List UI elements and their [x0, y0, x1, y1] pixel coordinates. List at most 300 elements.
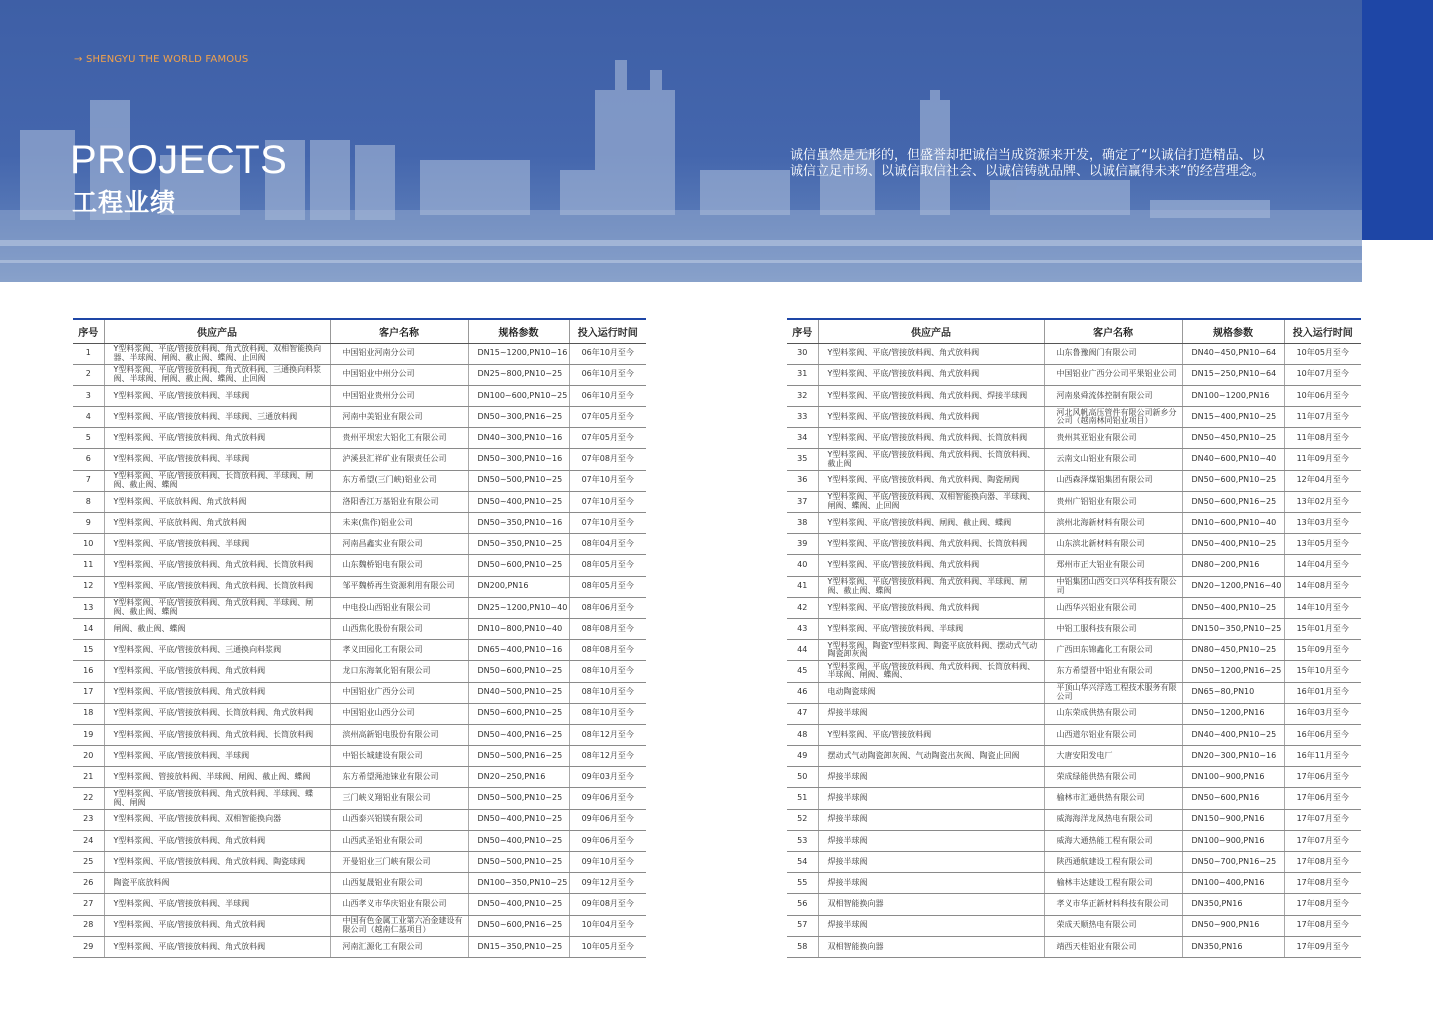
- table-row: [73, 470, 646, 491]
- table-row: [73, 364, 646, 385]
- customer-cell: 河南泉舜流体控制有限公司: [1044, 385, 1182, 406]
- customer-cell: 滨州北海新材料有限公司: [1044, 513, 1182, 534]
- row-index: 13: [73, 597, 104, 618]
- table-row: [73, 703, 646, 724]
- row-index: 8: [73, 491, 104, 512]
- product-cell: Y型料浆阀、管接放料阀、半球阀、闸阀、截止阀、蝶阀: [104, 767, 330, 788]
- time-cell: 17年08月至今: [1284, 894, 1361, 915]
- table-row: [787, 343, 1361, 364]
- spec-cell: DN50~400,PN10~25: [1182, 534, 1284, 555]
- time-cell: 14年10月至今: [1284, 597, 1361, 618]
- page-title-cn: 工程业绩: [72, 188, 177, 217]
- table-row: [787, 470, 1361, 491]
- customer-cell: 山西复晟铝业有限公司: [330, 873, 468, 894]
- row-index: 1: [73, 343, 104, 364]
- customer-cell: 孝义田园化工有限公司: [330, 640, 468, 661]
- row-index: 32: [787, 385, 818, 406]
- table-row: [73, 894, 646, 915]
- time-cell: 08年10月至今: [569, 682, 646, 703]
- spec-cell: DN50~500,PN16~25: [468, 746, 569, 767]
- table-row: [73, 788, 646, 809]
- customer-cell: 开曼铝业三门峡有限公司: [330, 852, 468, 873]
- time-cell: 06年10月至今: [569, 343, 646, 364]
- time-cell: 08年08月至今: [569, 640, 646, 661]
- product-cell: Y型料浆阀、平底放料阀、角式放料阀: [104, 491, 330, 512]
- row-index: 46: [787, 682, 818, 703]
- product-cell: Y型料浆阀、平底/管接放料阀、角式放料阀、长筒放料阀: [104, 555, 330, 576]
- row-index: 17: [73, 682, 104, 703]
- spec-cell: DN150~900,PN16: [1182, 809, 1284, 830]
- time-cell: 17年06月至今: [1284, 788, 1361, 809]
- product-cell: Y型料浆阀、平底/管接放料阀、角式放料阀、陶瓷球阀: [104, 852, 330, 873]
- spec-cell: DN50~350,PN10~16: [468, 513, 569, 534]
- spec-cell: DN50~350,PN10~25: [468, 534, 569, 555]
- projects-table-left: [73, 318, 646, 958]
- customer-cell: 贵州其亚铝业有限公司: [1044, 428, 1182, 449]
- time-cell: 10年05月至今: [1284, 343, 1361, 364]
- product-cell: Y型料浆阀、平底/管接放料阀、角式放料阀、半球阀、闸阀、截止阀、蝶阀: [818, 576, 1044, 597]
- time-cell: 06年10月至今: [569, 364, 646, 385]
- product-cell: 焊接半球阀: [818, 915, 1044, 936]
- time-cell: 13年05月至今: [1284, 534, 1361, 555]
- row-index: 41: [787, 576, 818, 597]
- spec-cell: DN40~300,PN10~16: [468, 428, 569, 449]
- table-row: [73, 915, 646, 936]
- table-row: [787, 788, 1361, 809]
- table-row: [787, 915, 1361, 936]
- product-cell: Y型料浆阀、平底/管接放料阀、角式放料阀: [818, 555, 1044, 576]
- time-cell: 11年07月至今: [1284, 407, 1361, 428]
- spec-cell: DN50~600,PN16: [1182, 788, 1284, 809]
- row-index: 25: [73, 852, 104, 873]
- table-row: [787, 873, 1361, 894]
- row-index: 20: [73, 746, 104, 767]
- time-cell: 07年05月至今: [569, 428, 646, 449]
- spec-cell: DN50~400,PN10~25: [1182, 597, 1284, 618]
- row-index: 31: [787, 364, 818, 385]
- table-row: [73, 555, 646, 576]
- customer-cell: 中电投山西铝业有限公司: [330, 597, 468, 618]
- table-row: [787, 936, 1361, 957]
- spec-cell: DN50~1200,PN16~25: [1182, 661, 1284, 682]
- time-cell: 15年10月至今: [1284, 661, 1361, 682]
- product-cell: Y型料浆阀、平底/管接放料阀、角式放料阀、陶瓷闸阀: [818, 470, 1044, 491]
- product-cell: 焊接半球阀: [818, 809, 1044, 830]
- product-cell: 焊接半球阀: [818, 852, 1044, 873]
- table-row: [787, 449, 1361, 470]
- row-index: 29: [73, 936, 104, 957]
- row-index: 24: [73, 830, 104, 851]
- product-cell: 焊接半球阀: [818, 830, 1044, 851]
- table-row: [73, 343, 646, 364]
- spec-cell: DN50~500,PN10~25: [468, 852, 569, 873]
- customer-cell: 滨州高新铝电股份有限公司: [330, 724, 468, 745]
- table-row: [73, 852, 646, 873]
- product-cell: 双相智能换向器: [818, 936, 1044, 957]
- customer-cell: 东方希望渑池铼业有限公司: [330, 767, 468, 788]
- customer-cell: 河北风帆高压管件有限公司新乡分公司（越南林同铝业项目）: [1044, 407, 1182, 428]
- spec-cell: DN20~1200,PN16~40: [1182, 576, 1284, 597]
- table-row: [787, 385, 1361, 406]
- row-index: 6: [73, 449, 104, 470]
- product-cell: Y型料浆阀、平底/管接放料阀、角式放料阀、焊接半球阀: [818, 385, 1044, 406]
- spec-cell: DN15~400,PN10~25: [1182, 407, 1284, 428]
- time-cell: 09年06月至今: [569, 788, 646, 809]
- table-row: [787, 894, 1361, 915]
- product-cell: Y型料浆阀、平底/管接放料阀、角式放料阀: [104, 915, 330, 936]
- customer-cell: 威海海洋龙凤热电有限公司: [1044, 809, 1182, 830]
- spec-cell: DN350,PN16: [1182, 936, 1284, 957]
- product-cell: Y型料浆阀、平底/管接放料阀、长筒放料阀、半球阀、闸阀、截止阀、蝶阀: [104, 470, 330, 491]
- product-cell: Y型料浆阀、平底/管接放料阀: [818, 724, 1044, 745]
- table-row: [787, 428, 1361, 449]
- row-index: 48: [787, 724, 818, 745]
- time-cell: 10年05月至今: [569, 936, 646, 957]
- customer-cell: 未来(焦作)铝业公司: [330, 513, 468, 534]
- customer-cell: 荣成绿能供热有限公司: [1044, 767, 1182, 788]
- spec-cell: DN100~1200,PN16: [1182, 385, 1284, 406]
- product-cell: Y型料浆阀、平底/管接放料阀、角式放料阀、长筒放料阀: [818, 428, 1044, 449]
- table-row: [73, 682, 646, 703]
- product-cell: Y型料浆阀、平底/管接放料阀、角式放料阀、双相智能换向器、半球阀、闸阀、截止阀、蝶阀、止回阀: [104, 343, 330, 364]
- spec-cell: DN50~600,PN16~25: [1182, 491, 1284, 512]
- time-cell: 09年10月至今: [569, 852, 646, 873]
- time-cell: 17年06月至今: [1284, 767, 1361, 788]
- customer-cell: 中国铝业广西分公司平果铝业公司: [1044, 364, 1182, 385]
- row-index: 53: [787, 830, 818, 851]
- time-cell: 07年10月至今: [569, 470, 646, 491]
- table-row: [73, 491, 646, 512]
- customer-cell: 中国铝业河南分公司: [330, 343, 468, 364]
- time-cell: 09年12月至今: [569, 873, 646, 894]
- table-row: [787, 640, 1361, 661]
- header-time: 投入运行时间: [1284, 319, 1361, 343]
- product-cell: 焊接半球阀: [818, 788, 1044, 809]
- time-cell: 11年08月至今: [1284, 428, 1361, 449]
- spec-cell: DN50~400,PN10~25: [468, 894, 569, 915]
- time-cell: 16年03月至今: [1284, 703, 1361, 724]
- customer-cell: 中铝工服科技有限公司: [1044, 618, 1182, 639]
- table-row: [73, 809, 646, 830]
- time-cell: 15年01月至今: [1284, 618, 1361, 639]
- product-cell: Y型料浆阀、平底/管接放料阀、闸阀、截止阀、蝶阀: [818, 513, 1044, 534]
- table-row: [787, 809, 1361, 830]
- row-index: 47: [787, 703, 818, 724]
- spec-cell: DN50~1200,PN16: [1182, 703, 1284, 724]
- row-index: 44: [787, 640, 818, 661]
- product-cell: Y型料浆阀、平底/管接放料阀、角式放料阀、三通换向料浆阀、半球阀、闸阀、截止阀、蝶阀、止回阀: [104, 364, 330, 385]
- row-index: 23: [73, 809, 104, 830]
- spec-cell: DN50~700,PN16~25: [1182, 852, 1284, 873]
- customer-cell: 贵州平坝宏大铝化工有限公司: [330, 428, 468, 449]
- time-cell: 07年08月至今: [569, 449, 646, 470]
- customer-cell: 山东荣成供热有限公司: [1044, 703, 1182, 724]
- time-cell: 17年08月至今: [1284, 915, 1361, 936]
- customer-cell: 广西田东锦鑫化工有限公司: [1044, 640, 1182, 661]
- table-row: [73, 936, 646, 957]
- time-cell: 13年02月至今: [1284, 491, 1361, 512]
- header-spec: 规格参数: [1182, 319, 1284, 343]
- time-cell: 13年03月至今: [1284, 513, 1361, 534]
- projects-table-right: [787, 318, 1361, 958]
- customer-cell: 山西道尔铝业有限公司: [1044, 724, 1182, 745]
- customer-cell: 榆林市汇通供热有限公司: [1044, 788, 1182, 809]
- product-cell: 闸阀、截止阀、蝶阀: [104, 618, 330, 639]
- hero-banner: [0, 0, 1362, 282]
- customer-cell: 郑州市正大铝业有限公司: [1044, 555, 1182, 576]
- spec-cell: DN40~500,PN10~25: [468, 682, 569, 703]
- spec-cell: DN15~1200,PN10~16: [468, 343, 569, 364]
- customer-cell: 中国铝业贵州分公司: [330, 385, 468, 406]
- table-row: [73, 746, 646, 767]
- time-cell: 12年04月至今: [1284, 470, 1361, 491]
- time-cell: 06年10月至今: [569, 385, 646, 406]
- product-cell: 焊接半球阀: [818, 703, 1044, 724]
- spec-cell: DN200,PN16: [468, 576, 569, 597]
- row-index: 57: [787, 915, 818, 936]
- spec-cell: DN65~400,PN10~16: [468, 640, 569, 661]
- customer-cell: 靖西天桂铝业有限公司: [1044, 936, 1182, 957]
- customer-cell: 东方希望晋中铝业有限公司: [1044, 661, 1182, 682]
- time-cell: 08年05月至今: [569, 576, 646, 597]
- product-cell: Y型料浆阀、平底/管接放料阀、角式放料阀: [104, 936, 330, 957]
- customer-cell: 洛阳香江万基铝业有限公司: [330, 491, 468, 512]
- product-cell: 陶瓷平底放料阀: [104, 873, 330, 894]
- banner-accent-bar: [1362, 0, 1433, 240]
- row-index: 21: [73, 767, 104, 788]
- customer-cell: 中国铝业山西分公司: [330, 703, 468, 724]
- row-index: 11: [73, 555, 104, 576]
- row-index: 10: [73, 534, 104, 555]
- table-row: [73, 640, 646, 661]
- row-index: 14: [73, 618, 104, 639]
- customer-cell: 山西华兴铝业有限公司: [1044, 597, 1182, 618]
- row-index: 55: [787, 873, 818, 894]
- product-cell: 焊接半球阀: [818, 873, 1044, 894]
- customer-cell: 河南汇源化工有限公司: [330, 936, 468, 957]
- product-cell: 电动陶瓷球阀: [818, 682, 1044, 703]
- table-row: [73, 873, 646, 894]
- product-cell: Y型料浆阀、陶瓷Y型料浆阀、陶瓷平底放料阀、摆动式气动陶瓷卸灰阀: [818, 640, 1044, 661]
- spec-cell: DN50~400,PN10~25: [468, 830, 569, 851]
- spec-cell: DN50~450,PN10~25: [1182, 428, 1284, 449]
- customer-cell: 孝义市华正新材料科技有限公司: [1044, 894, 1182, 915]
- row-index: 18: [73, 703, 104, 724]
- product-cell: Y型料浆阀、平底/管接放料阀、三通换向料浆阀: [104, 640, 330, 661]
- customer-cell: 山西武圣铝业有限公司: [330, 830, 468, 851]
- customer-cell: 山东鲁豫阀门有限公司: [1044, 343, 1182, 364]
- product-cell: Y型料浆阀、平底放料阀、角式放料阀: [104, 513, 330, 534]
- product-cell: Y型料浆阀、平底/管接放料阀、角式放料阀、长筒放料阀、截止阀: [818, 449, 1044, 470]
- row-index: 12: [73, 576, 104, 597]
- product-cell: Y型料浆阀、平底/管接放料阀、角式放料阀、长筒放料阀、半球阀、闸阀、蝶阀、: [818, 661, 1044, 682]
- spec-cell: DN40~600,PN10~40: [1182, 449, 1284, 470]
- time-cell: 09年06月至今: [569, 830, 646, 851]
- row-index: 40: [787, 555, 818, 576]
- row-index: 42: [787, 597, 818, 618]
- spec-cell: DN20~300,PN10~16: [1182, 746, 1284, 767]
- spec-cell: DN50~600,PN10~25: [468, 555, 569, 576]
- product-cell: Y型料浆阀、平底/管接放料阀、双相智能换向器: [104, 809, 330, 830]
- row-index: 22: [73, 788, 104, 809]
- time-cell: 16年01月至今: [1284, 682, 1361, 703]
- table-row: [787, 767, 1361, 788]
- header-customer: 客户名称: [1044, 319, 1182, 343]
- product-cell: Y型料浆阀、平底/管接放料阀、角式放料阀、半球阀、闸阀、截止阀、蝶阀: [104, 597, 330, 618]
- product-cell: Y型料浆阀、平底/管接放料阀、角式放料阀: [104, 661, 330, 682]
- table-row: [787, 682, 1361, 703]
- customer-cell: 荣成天顺热电有限公司: [1044, 915, 1182, 936]
- row-index: 49: [787, 746, 818, 767]
- customer-cell: 山东滨北新材料有限公司: [1044, 534, 1182, 555]
- company-slogan: 诚信虽然是无形的，但盛誉却把诚信当成资源来开发，确定了“以诚信打造精品、以诚信立足市场、以诚信取信社会、以诚信铸就品牌、以诚信赢得未来”的经营理念。: [790, 148, 1265, 179]
- row-index: 26: [73, 873, 104, 894]
- spec-cell: DN50~600,PN10~25: [1182, 470, 1284, 491]
- spec-cell: DN100~350,PN10~25: [468, 873, 569, 894]
- product-cell: 焊接半球阀: [818, 767, 1044, 788]
- spec-cell: DN50~500,PN10~25: [468, 470, 569, 491]
- row-index: 58: [787, 936, 818, 957]
- spec-cell: DN25~800,PN10~25: [468, 364, 569, 385]
- spec-cell: DN100~900,PN16: [1182, 830, 1284, 851]
- row-index: 28: [73, 915, 104, 936]
- spec-cell: DN50~600,PN16~25: [468, 915, 569, 936]
- header-customer: 客户名称: [330, 319, 468, 343]
- customer-cell: 威海大通热能工程有限公司: [1044, 830, 1182, 851]
- spec-cell: DN350,PN16: [1182, 894, 1284, 915]
- product-cell: Y型料浆阀、平底/管接放料阀、角式放料阀: [818, 364, 1044, 385]
- customer-cell: 山西孝义市华庆铝业有限公司: [330, 894, 468, 915]
- customer-cell: 中铝长城建设有限公司: [330, 746, 468, 767]
- product-cell: Y型料浆阀、平底/管接放料阀、角式放料阀、长筒放料阀: [104, 724, 330, 745]
- row-index: 43: [787, 618, 818, 639]
- table-row: [73, 661, 646, 682]
- product-cell: Y型料浆阀、平底/管接放料阀、角式放料阀: [818, 407, 1044, 428]
- table-row: [73, 597, 646, 618]
- row-index: 7: [73, 470, 104, 491]
- product-cell: Y型料浆阀、平底/管接放料阀、半球阀: [818, 618, 1044, 639]
- time-cell: 16年11月至今: [1284, 746, 1361, 767]
- product-cell: Y型料浆阀、平底/管接放料阀、角式放料阀: [818, 343, 1044, 364]
- customer-cell: 河南中美铝业有限公司: [330, 407, 468, 428]
- customer-cell: 陕西通航建设工程有限公司: [1044, 852, 1182, 873]
- table-row: [787, 830, 1361, 851]
- row-index: 56: [787, 894, 818, 915]
- product-cell: Y型料浆阀、平底/管接放料阀、角式放料阀: [104, 682, 330, 703]
- table-row: [73, 576, 646, 597]
- table-row: [787, 724, 1361, 745]
- customer-cell: 龙口东海氧化铝有限公司: [330, 661, 468, 682]
- time-cell: 11年09月至今: [1284, 449, 1361, 470]
- product-cell: Y型料浆阀、平底/管接放料阀、角式放料阀、半球阀、蝶阀、闸阀: [104, 788, 330, 809]
- time-cell: 17年08月至今: [1284, 873, 1361, 894]
- time-cell: 07年10月至今: [569, 513, 646, 534]
- table-row: [787, 555, 1361, 576]
- customer-cell: 榆林丰达建设工程有限公司: [1044, 873, 1182, 894]
- row-index: 51: [787, 788, 818, 809]
- row-index: 16: [73, 661, 104, 682]
- spec-cell: DN20~250,PN16: [468, 767, 569, 788]
- table-row: [787, 407, 1361, 428]
- row-index: 34: [787, 428, 818, 449]
- spec-cell: DN100~900,PN16: [1182, 767, 1284, 788]
- table-row: [73, 449, 646, 470]
- time-cell: 08年05月至今: [569, 555, 646, 576]
- table-body-left: [73, 343, 646, 957]
- customer-cell: 邹平魏桥再生资源利用有限公司: [330, 576, 468, 597]
- table-header: [73, 319, 646, 343]
- time-cell: 08年10月至今: [569, 703, 646, 724]
- time-cell: 17年07月至今: [1284, 830, 1361, 851]
- time-cell: 09年03月至今: [569, 767, 646, 788]
- table-row: [73, 385, 646, 406]
- row-index: 3: [73, 385, 104, 406]
- row-index: 4: [73, 407, 104, 428]
- table-row: [787, 364, 1361, 385]
- spec-cell: DN50~300,PN16~25: [468, 407, 569, 428]
- customer-cell: 山西森泽煤铝集团有限公司: [1044, 470, 1182, 491]
- table-body-right: [787, 343, 1361, 957]
- customer-cell: 中国铝业广西分公司: [330, 682, 468, 703]
- row-index: 54: [787, 852, 818, 873]
- row-index: 19: [73, 724, 104, 745]
- time-cell: 08年10月至今: [569, 661, 646, 682]
- spec-cell: DN10~800,PN10~40: [468, 618, 569, 639]
- row-index: 30: [787, 343, 818, 364]
- time-cell: 16年06月至今: [1284, 724, 1361, 745]
- table-row: [787, 618, 1361, 639]
- time-cell: 09年06月至今: [569, 809, 646, 830]
- row-index: 35: [787, 449, 818, 470]
- product-cell: 摆动式气动陶瓷卸灰阀、气动陶瓷出灰阀、陶瓷止回阀: [818, 746, 1044, 767]
- spec-cell: DN25~1200,PN10~40: [468, 597, 569, 618]
- customer-cell: 山西泰兴铝镁有限公司: [330, 809, 468, 830]
- table-row: [787, 703, 1361, 724]
- spec-cell: DN10~600,PN10~40: [1182, 513, 1284, 534]
- product-cell: Y型料浆阀、平底/管接放料阀、半球阀: [104, 449, 330, 470]
- row-index: 15: [73, 640, 104, 661]
- spec-cell: DN50~400,PN16~25: [468, 724, 569, 745]
- spec-cell: DN80~200,PN16: [1182, 555, 1284, 576]
- spec-cell: DN50~900,PN16: [1182, 915, 1284, 936]
- table-row: [787, 746, 1361, 767]
- spec-cell: DN100~400,PN16: [1182, 873, 1284, 894]
- table-row: [787, 576, 1361, 597]
- row-index: 39: [787, 534, 818, 555]
- row-index: 36: [787, 470, 818, 491]
- product-cell: Y型料浆阀、平底/管接放料阀、角式放料阀: [104, 830, 330, 851]
- customer-cell: 三门峡义翔铝业有限公司: [330, 788, 468, 809]
- table-row: [73, 534, 646, 555]
- customer-cell: 山西焦化股份有限公司: [330, 618, 468, 639]
- row-index: 52: [787, 809, 818, 830]
- time-cell: 17年08月至今: [1284, 852, 1361, 873]
- customer-cell: 中国铝业中州分公司: [330, 364, 468, 385]
- table-row: [787, 513, 1361, 534]
- product-cell: Y型料浆阀、平底/管接放料阀、角式放料阀: [818, 597, 1044, 618]
- spec-cell: DN15~250,PN10~64: [1182, 364, 1284, 385]
- product-cell: Y型料浆阀、平底/管接放料阀、半球阀、三通放料阀: [104, 407, 330, 428]
- header-index: 序号: [787, 319, 818, 343]
- time-cell: 08年04月至今: [569, 534, 646, 555]
- header-spec: 规格参数: [468, 319, 569, 343]
- time-cell: 07年05月至今: [569, 407, 646, 428]
- customer-cell: 中国有色金属工业第六冶金建设有限公司（越南仁基项目）: [330, 915, 468, 936]
- time-cell: 10年07月至今: [1284, 364, 1361, 385]
- page-title-en: PROJECTS: [70, 138, 288, 182]
- customer-cell: 平顶山华兴浮选工程技术服务有限公司: [1044, 682, 1182, 703]
- product-cell: Y型料浆阀、平底/管接放料阀、半球阀: [104, 534, 330, 555]
